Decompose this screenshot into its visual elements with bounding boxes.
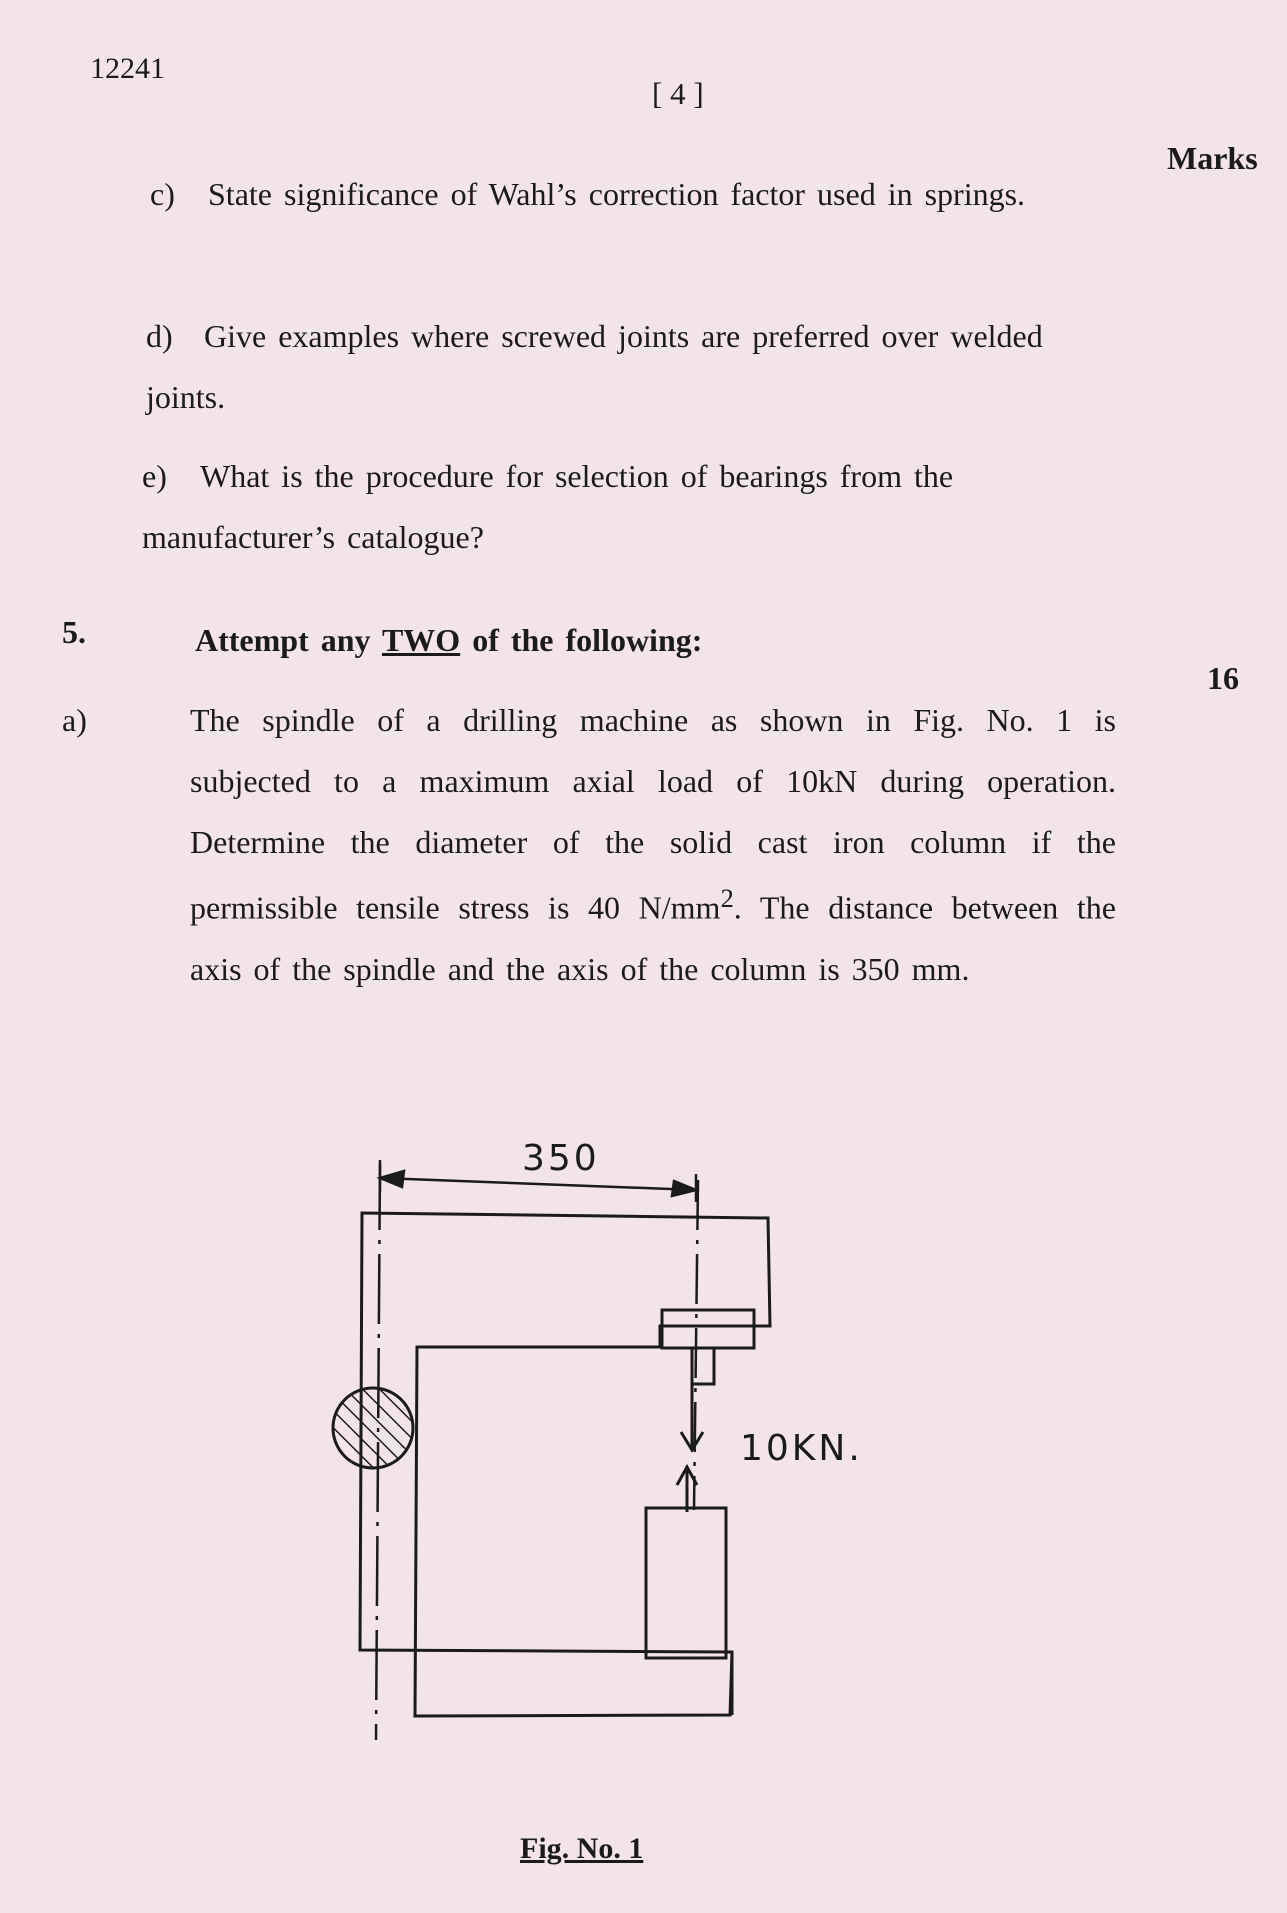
question-text-part1: The spindle of a drilling machine as shown in Fig. No. 1 is subjected to a maximum axial load of 10kN during operation. Determine the diameter of the solid cast iron column if the permissible tensile stress is 40 N/mm [190,702,1116,926]
question-4c [150,164,1070,225]
heading-prefix: Attempt any [195,622,382,658]
paper-code: 12241 [90,52,165,85]
section-number: 5. [62,614,86,650]
question-label: d) [146,318,173,354]
heading-emphasis: TWO [381,622,461,658]
question-text: State significance of Wahl’s correction factor used in springs. [208,176,1026,212]
question-4d [146,306,1066,428]
question-label: c) [150,176,175,212]
question-text: Give examples where screwed joints are preferred over welded joints. [146,318,1043,415]
question-text-part2: . The distance between the axis of the spindle and the axis of the column is 350 mm. [190,889,1117,988]
heading-suffix: of the following: [460,622,703,658]
spindle-head [662,1310,754,1384]
load-label: 10KN. [740,1428,863,1469]
section-marks: 16 [1207,660,1239,696]
drilling-machine-figure [340,1130,863,1750]
page-number: [ 4 ] [652,76,704,111]
section-heading [195,622,702,659]
dimension-label: 350 [522,1138,600,1179]
frame-outline [360,1213,770,1716]
question-5a-body [62,690,1117,1000]
load-arrows [677,1384,703,1512]
superscript: 2 [720,883,734,914]
question-text: What is the procedure for selection of bearings from the manufacturer’s catalogue? [142,458,954,555]
figure-caption: Fig. No. 1 [520,1832,644,1865]
question-5a [62,690,1117,1000]
worktable-block [646,1508,726,1658]
question-label: a) [62,702,87,738]
marks-column-heading: Marks [1167,140,1258,176]
question-label: e) [142,458,167,494]
column-section [333,1388,413,1468]
question-4e [142,446,1082,568]
